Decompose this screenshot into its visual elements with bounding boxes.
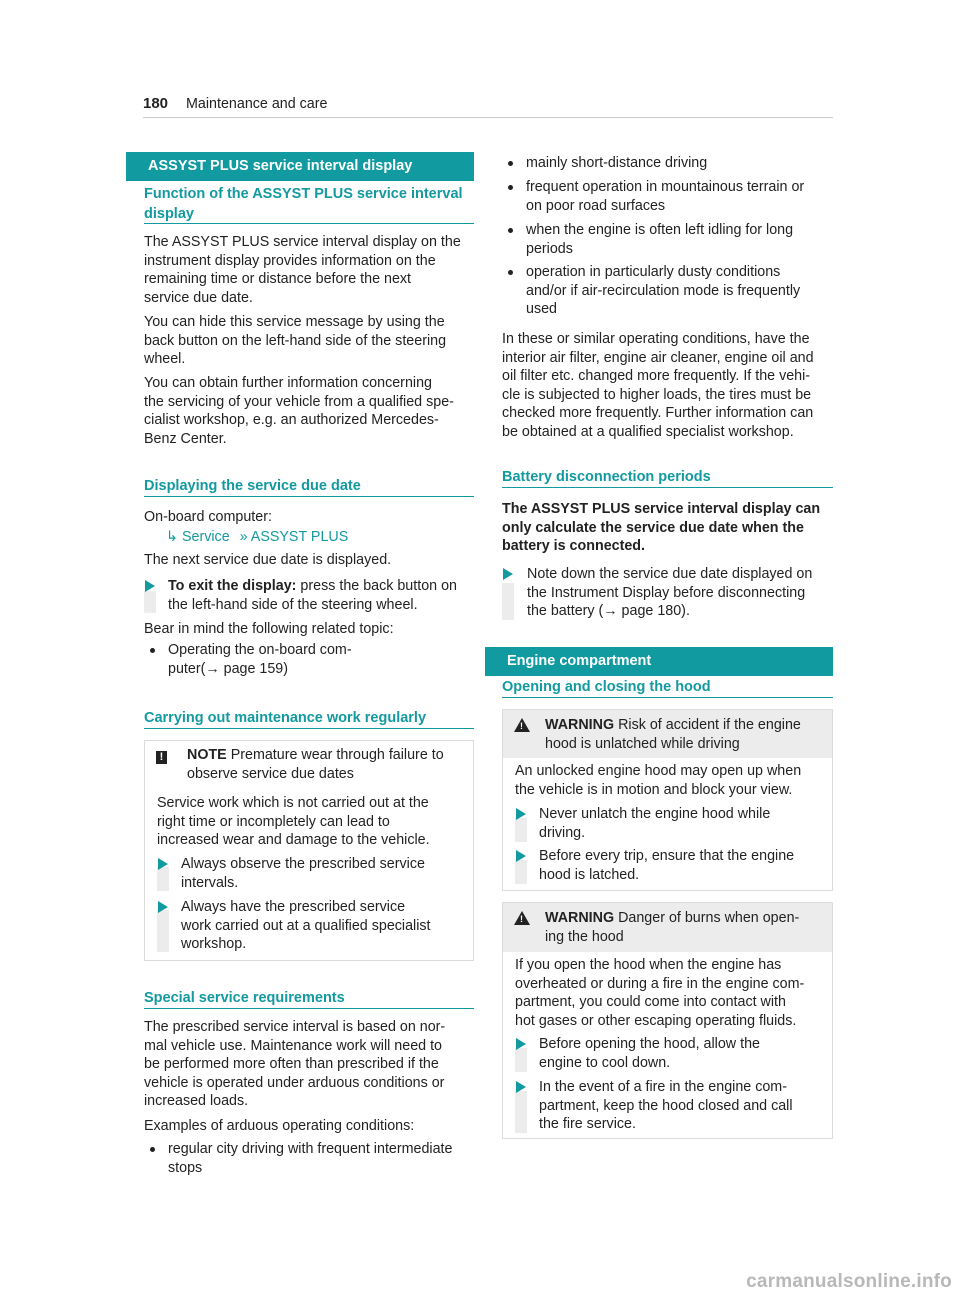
battery-heading: Battery disconnection periods	[502, 469, 711, 485]
step-arrow-icon	[503, 568, 513, 580]
bullet-item-3: frequent operation in mountainous terrain or on poor road surfaces	[526, 179, 805, 214]
bullet-icon	[150, 648, 155, 653]
step-arrow-icon	[516, 1038, 526, 1050]
note-step-2: Always have the prescribed service work carried out at a qualified specialist workshop.	[181, 899, 431, 953]
function-heading-rule	[144, 223, 474, 224]
warning-2-step1-strip	[515, 1048, 527, 1072]
warning-2-step-2: In the event of a fire in the engine com- partment, keep the hood closed and call the fire service.	[539, 1079, 793, 1133]
battery-step-strip	[502, 583, 514, 620]
function-para-2: You can hide this service message by using the back button on the left-hand side of the steering wheel.	[144, 314, 447, 368]
conditions-para: In these or similar operating conditions, have the interior air filter, engine air cleaner, engine oil and oil filter etc. changed more frequently. If the vehi- cle is subjected to higher loads, the tires must be checked more frequently. Further information can be obtained at a qualified specialist workshop.	[502, 331, 814, 440]
special-heading-rule	[144, 1008, 474, 1009]
submenu-arrow-icon: ↳	[166, 529, 178, 545]
bullet-icon	[508, 270, 513, 275]
function-para-1: The ASSYST PLUS service interval display on the instrument display provides information on the remaining time or distance before the next service due date.	[144, 234, 461, 306]
note-icon: !	[156, 751, 167, 764]
examples-label: Examples of arduous operating conditions:	[144, 1118, 415, 1134]
watermark: carmanualsonline.info	[746, 1271, 952, 1293]
bullet-item-2: mainly short-distance driving	[526, 155, 708, 171]
warning-2-step2-strip	[515, 1091, 527, 1133]
page-number: 180	[143, 95, 169, 112]
note-body: Service work which is not carried out at the right time or incompletely can lead to increased wear and damage to the vehicle.	[157, 795, 430, 849]
special-para: The prescribed service interval is based on nor- mal vehicle use. Maintenance work will need to be performed more often than prescribed if the vehicle is operated under arduous conditions or increased loads.	[144, 1019, 446, 1110]
bullet-item-4: when the engine is often left idling for long periods	[526, 222, 794, 257]
warning-2-title: WARNING Danger of burns when open- ing the hood	[545, 910, 800, 945]
warning-2-step-1: Before opening the hood, allow the engine to cool down.	[539, 1036, 760, 1071]
section-bar-engine: Engine compartment	[485, 647, 833, 676]
displaying-heading: Displaying the service due date	[144, 478, 361, 494]
bullet-item-1: regular city driving with frequent intermediate stops	[168, 1141, 453, 1176]
bear-in-mind: Bear in mind the following related topic:	[144, 621, 394, 637]
warning-1-body: An unlocked engine hood may open up when the vehicle is in motion and block your view.	[515, 763, 802, 798]
step-arrow-icon	[145, 580, 155, 592]
battery-step: Note down the service due date displayed on the Instrument Display before disconnecting the battery (→ page 180).	[527, 566, 813, 620]
step-strip	[144, 591, 156, 613]
bullet-icon	[150, 1147, 155, 1152]
function-heading: Function of the ASSYST PLUS service interval display	[144, 186, 463, 222]
displaying-heading-rule	[144, 496, 474, 497]
hood-heading: Opening and closing the hood	[502, 679, 711, 695]
warning-1-title: WARNING Risk of accident if the engine hood is unlatched while driving	[545, 717, 801, 752]
battery-heading-rule	[502, 487, 833, 488]
warning-1-step-2: Before every trip, ensure that the engine hood is latched.	[539, 848, 795, 883]
warning-1-step1-strip	[515, 818, 527, 842]
exit-step: To exit the display: press the back button on the left-hand side of the steering wheel.	[168, 578, 457, 613]
double-chevron-icon: »	[239, 529, 248, 545]
hood-heading-rule	[502, 697, 833, 698]
bullet-icon	[508, 228, 513, 233]
warning-1-step2-strip	[515, 860, 527, 884]
carrying-heading-rule	[144, 728, 474, 729]
step-arrow-icon	[516, 808, 526, 820]
menu-assyst: ASSYST PLUS	[250, 529, 349, 545]
warning-1-step-1: Never unlatch the engine hood while driving.	[539, 806, 771, 841]
carrying-heading: Carrying out maintenance work regularly	[144, 710, 427, 726]
menu-path	[166, 528, 348, 547]
warning-triangle-icon: !	[514, 718, 530, 732]
onboard-label: On-board computer:	[144, 509, 272, 525]
next-due-text: The next service due date is displayed.	[144, 552, 392, 568]
bullet-icon	[508, 161, 513, 166]
note-step-1: Always observe the prescribed service intervals.	[181, 856, 425, 891]
header-rule	[143, 117, 833, 118]
note-step2-strip	[157, 910, 169, 952]
step-arrow-icon	[158, 858, 168, 870]
section-bar-assyst: ASSYST PLUS service interval display	[126, 152, 474, 181]
bullet-icon	[508, 185, 513, 190]
special-heading: Special service requirements	[144, 990, 345, 1006]
step-arrow-icon	[516, 850, 526, 862]
chapter-title: Maintenance and care	[186, 96, 328, 112]
warning-2-body: If you open the hood when the engine has overheated or during a fire in the engine com- partment, you could come into contact with hot gases or other escaping operating fluids.	[515, 957, 805, 1029]
topic-item: Operating the on-board com- puter(→ page 159)	[168, 642, 352, 677]
note-step1-strip	[157, 867, 169, 891]
warning-triangle-icon: !	[514, 911, 530, 925]
step-arrow-icon	[158, 901, 168, 913]
function-para-3: You can obtain further information concerning the servicing of your vehicle from a qualified spe- cialist workshop, e.g. an authorized Mercedes- Benz Center.	[144, 375, 454, 447]
bullet-item-5: operation in particularly dusty conditions and/or if air-recirculation mode is frequently used	[526, 264, 801, 318]
step-arrow-icon	[516, 1081, 526, 1093]
menu-service: Service	[181, 529, 230, 545]
battery-bold-para: The ASSYST PLUS service interval display can only calculate the service due date when the battery is connected.	[502, 501, 821, 555]
note-title: NOTE Premature wear through failure to observe service due dates	[187, 747, 444, 782]
